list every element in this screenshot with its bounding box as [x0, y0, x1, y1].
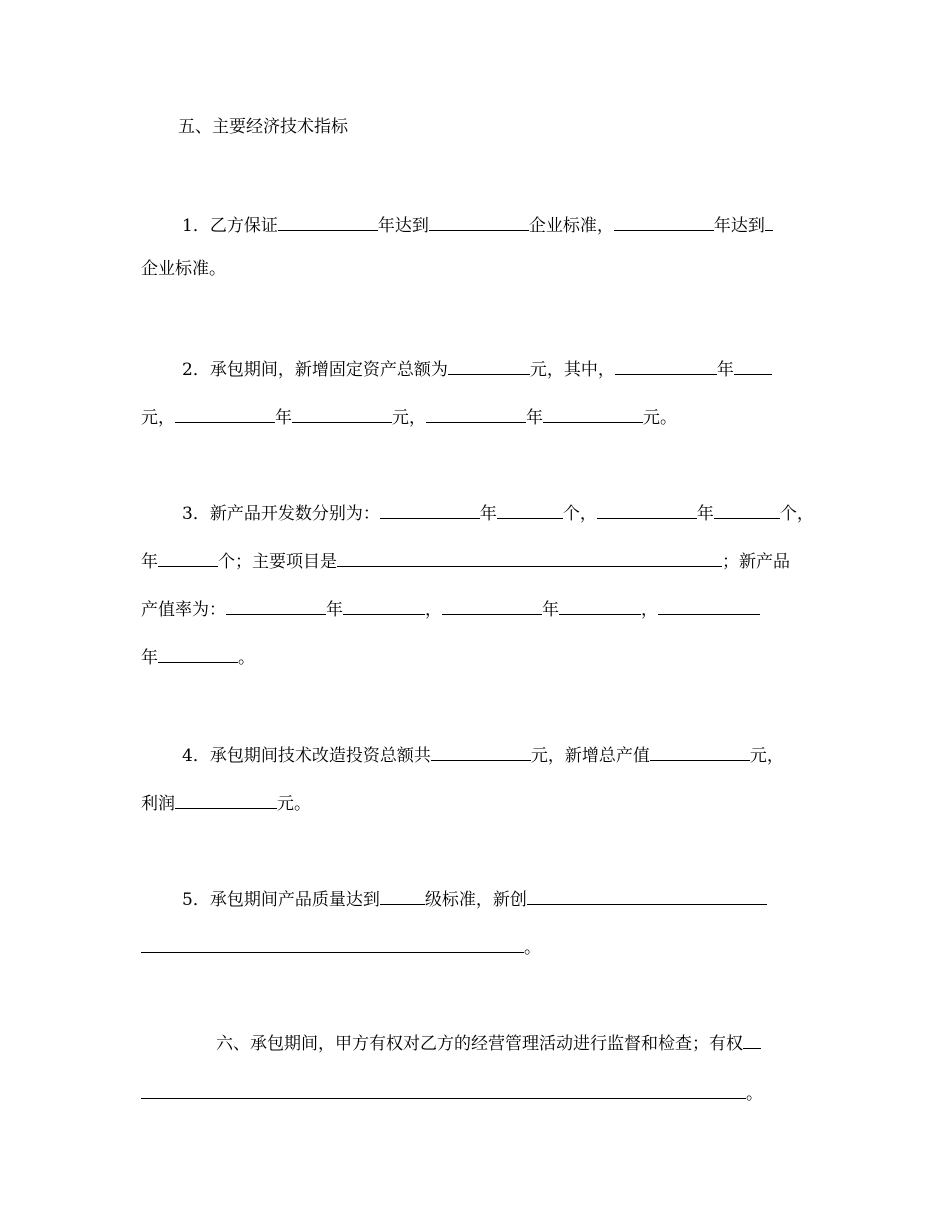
item-3-line-1 — [182, 500, 814, 522]
item-4-number: 4． — [182, 746, 210, 766]
item-2-text-year: 年 — [716, 360, 734, 380]
item-1-line-2: 企业标准。 — [141, 259, 226, 279]
item-5-line-2 — [141, 934, 541, 956]
blank-field[interactable] — [426, 404, 526, 423]
blank-field[interactable] — [765, 212, 773, 231]
blank-field[interactable] — [597, 500, 697, 519]
section-6-text: 六、承包期间，甲方有权对乙方的经营管理活动进行监督和检查；有权 — [216, 1034, 743, 1054]
item-4-line-2 — [141, 790, 311, 812]
item-3-text-count: 个， — [562, 504, 597, 524]
item-4-text-yuan-end: 元。 — [277, 794, 311, 814]
item-2-number: 2． — [182, 360, 210, 380]
item-2-text-yuan-among: 元，其中， — [529, 360, 615, 380]
item-3-text-year-2: 年 — [696, 504, 714, 524]
blank-field[interactable] — [158, 644, 238, 663]
item-1-text-standard: 企业标准， — [528, 216, 614, 236]
item-3-text-year-6: 年 — [141, 648, 158, 668]
item-1-line-1 — [182, 212, 773, 234]
section-6-line-1 — [216, 1030, 761, 1052]
blank-field[interactable] — [175, 790, 277, 809]
blank-field[interactable] — [559, 596, 641, 615]
item-3-text-output-rate: 产值率为： — [141, 600, 226, 620]
item-3-text-period: 。 — [238, 648, 255, 668]
item-4-text-profit: 利润 — [141, 794, 175, 814]
item-3-text-year: 年 — [479, 504, 497, 524]
item-3-line-3 — [141, 596, 760, 618]
item-2-text-yuan: 元， — [141, 408, 175, 428]
item-1-text-guarantee: 乙方保证 — [209, 216, 278, 236]
item-4-text-yuan: 元， — [749, 746, 784, 766]
blank-field[interactable] — [527, 886, 767, 905]
blank-field[interactable] — [650, 742, 750, 761]
blank-field[interactable] — [497, 500, 563, 519]
item-5-number: 5． — [182, 890, 210, 910]
blank-field[interactable] — [278, 212, 378, 231]
item-1-text-year-reach: 年达到 — [377, 216, 429, 236]
blank-field[interactable] — [292, 404, 392, 423]
blank-field[interactable] — [380, 886, 425, 905]
blank-field[interactable] — [743, 1030, 761, 1049]
item-2-text-total: 承包期间，新增固定资产总额为 — [209, 360, 448, 380]
item-3-line-2 — [141, 548, 790, 570]
item-2-text-year-2: 年 — [275, 408, 292, 428]
item-3-text-comma-2: ， — [641, 600, 658, 620]
item-1-text-year-reach-2: 年达到 — [713, 216, 765, 236]
blank-field[interactable] — [442, 596, 542, 615]
item-3-text-year-5: 年 — [542, 600, 559, 620]
blank-field[interactable] — [141, 1080, 746, 1099]
blank-field[interactable] — [175, 404, 275, 423]
item-3-text-comma: ， — [425, 600, 442, 620]
item-2-text-yuan-end: 元。 — [643, 408, 677, 428]
item-5-text-period: 。 — [524, 938, 541, 958]
item-5-text-quality: 承包期间产品质量达到 — [209, 890, 380, 910]
blank-field[interactable] — [380, 500, 480, 519]
item-2-line-1 — [182, 356, 772, 378]
blank-field[interactable] — [615, 356, 717, 375]
item-2-line-2 — [141, 404, 677, 426]
section-5-heading: 五、主要经济技术指标 — [178, 117, 348, 137]
section-6-line-2 — [141, 1080, 763, 1102]
item-2-text-yuan-2: 元， — [392, 408, 426, 428]
blank-field[interactable] — [158, 548, 218, 567]
item-3-text-year-3: 年 — [141, 552, 158, 572]
blank-field[interactable] — [448, 356, 530, 375]
blank-field[interactable] — [614, 212, 714, 231]
blank-field[interactable] — [343, 596, 425, 615]
section-6-text-period: 。 — [746, 1084, 763, 1104]
item-3-line-4 — [141, 644, 255, 666]
item-3-text-count-2: 个， — [779, 504, 814, 524]
item-1-number: 1． — [182, 216, 210, 236]
item-4-text-new-output: 元，新增总产值 — [530, 746, 650, 766]
item-5-line-1 — [182, 886, 767, 908]
item-3-text-new-products: 新产品开发数分别为： — [209, 504, 380, 524]
item-4-text-investment: 承包期间技术改造投资总额共 — [209, 746, 431, 766]
blank-field[interactable] — [226, 596, 326, 615]
blank-field[interactable] — [714, 500, 780, 519]
item-4-line-1 — [182, 742, 784, 764]
blank-field[interactable] — [734, 356, 772, 375]
blank-field[interactable] — [543, 404, 643, 423]
item-3-number: 3． — [182, 504, 210, 524]
item-3-text-main-projects: 个；主要项目是 — [218, 552, 337, 572]
blank-field[interactable] — [141, 934, 524, 953]
item-3-text-new-product: ；新产品 — [722, 552, 790, 572]
item-2-text-year-3: 年 — [526, 408, 543, 428]
blank-field[interactable] — [431, 742, 531, 761]
item-5-text-grade: 级标准，新创 — [424, 890, 527, 910]
blank-field[interactable] — [429, 212, 529, 231]
blank-field[interactable] — [658, 596, 760, 615]
blank-field[interactable] — [337, 548, 722, 567]
item-3-text-year-4: 年 — [326, 600, 343, 620]
